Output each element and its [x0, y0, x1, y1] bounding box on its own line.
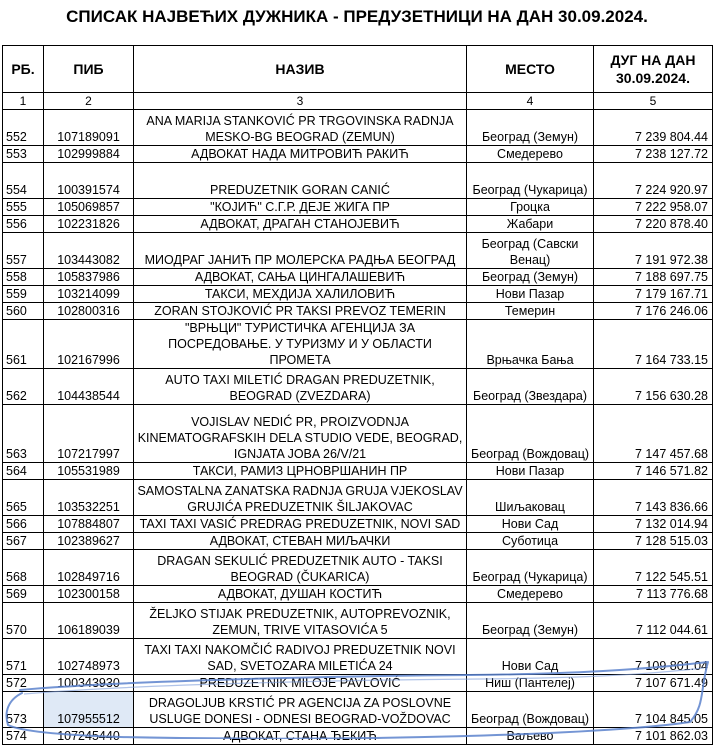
table-row	[3, 233, 713, 269]
table-row	[3, 269, 713, 286]
pib-cell: 105531989	[44, 463, 134, 480]
debt-cell: 7 112 044.61	[594, 603, 713, 639]
city-cell: Нови Сад	[467, 639, 594, 675]
city-cell: Ваљево	[467, 728, 594, 745]
city-cell: Београд (Чукарица)	[467, 163, 594, 199]
pib-cell: 107955512	[44, 692, 134, 728]
name-cell: "ВРЊЦИ" ТУРИСТИЧКА АГЕНЦИЈА ЗА ПОСРЕДОВАЊЕ. У ТУРИЗМУ И У ОБЛАСТИ ПРОМЕТА	[134, 320, 467, 369]
city-cell: Шиљаковац	[467, 480, 594, 516]
name-cell: VOJISLAV NEDIĆ PR, PROIZVODNJA KINEMATOGRAFSKIH DELA STUDIO VEDE, BEOGRAD, IGNJATA JOBA 26/V/21	[134, 405, 467, 463]
header-dug: ДУГ НА ДАН 30.09.2024.	[594, 46, 713, 93]
pib-cell: 102800316	[44, 303, 134, 320]
row-number: 565	[3, 480, 44, 516]
row-number: 552	[3, 110, 44, 146]
pib-cell: 107884807	[44, 516, 134, 533]
city-cell: Гроцка	[467, 199, 594, 216]
row-number: 555	[3, 199, 44, 216]
name-cell: МИОДРАГ ЈАНИЋ ПР МОЛЕРСКА РАДЊА БЕОГРАД	[134, 233, 467, 269]
name-cell: ZORAN STOJKOVIĆ PR TAKSI PREVOZ TEMERIN	[134, 303, 467, 320]
pib-cell: 102999884	[44, 146, 134, 163]
city-cell: Жабари	[467, 216, 594, 233]
debt-cell: 7 239 804.44	[594, 110, 713, 146]
row-number: 556	[3, 216, 44, 233]
city-cell: Београд (Звездара)	[467, 369, 594, 405]
row-number: 560	[3, 303, 44, 320]
row-number: 564	[3, 463, 44, 480]
name-cell: АДВОКАТ, ДУШАН КОСТИЋ	[134, 586, 467, 603]
debt-cell: 7 188 697.75	[594, 269, 713, 286]
debt-cell: 7 128 515.03	[594, 533, 713, 550]
table-row	[3, 675, 713, 692]
pib-cell: 102167996	[44, 320, 134, 369]
column-index-row	[3, 93, 713, 110]
table-row	[3, 286, 713, 303]
row-number: 570	[3, 603, 44, 639]
row-number: 559	[3, 286, 44, 303]
pib-cell: 102231826	[44, 216, 134, 233]
header-rb: РБ.	[3, 46, 44, 93]
debt-cell: 7 101 862.03	[594, 728, 713, 745]
city-cell: Нови Пазар	[467, 286, 594, 303]
name-cell: ŽELJKO STIJAK PREDUZETNIK, AUTOPREVOZNIK, ZEMUN, TRIVE VITASOVIĆA 5	[134, 603, 467, 639]
debt-cell: 7 238 127.72	[594, 146, 713, 163]
city-cell: Београд (Земун)	[467, 269, 594, 286]
pib-cell: 104438544	[44, 369, 134, 405]
table-row	[3, 463, 713, 480]
table-row	[3, 516, 713, 533]
table-row	[3, 216, 713, 233]
debt-cell: 7 224 920.97	[594, 163, 713, 199]
name-cell: АДВОКАТ НАДА МИТРОВИЋ РАКИЋ	[134, 146, 467, 163]
pib-cell: 107189091	[44, 110, 134, 146]
pib-cell: 102748973	[44, 639, 134, 675]
name-cell: DRAGOLJUB KRSTIĆ PR AGENCIJA ZA POSLOVNE USLUGE DONESI - ODNESI BEOGRAD-VOŽDOVAC	[134, 692, 467, 728]
row-number: 573	[3, 692, 44, 728]
name-cell: AUTO TAXI MILETIĆ DRAGAN PREDUZETNIK, BEOGRAD (ZVEZDARA)	[134, 369, 467, 405]
debt-cell: 7 113 776.68	[594, 586, 713, 603]
name-cell: PREDUZETNIK MILOJE PAVLOVIĆ	[134, 675, 467, 692]
debt-cell: 7 147 457.68	[594, 405, 713, 463]
debt-cell: 7 104 845.05	[594, 692, 713, 728]
pib-cell: 106189039	[44, 603, 134, 639]
pib-cell: 102300158	[44, 586, 134, 603]
city-cell: Смедерево	[467, 586, 594, 603]
table-row	[3, 639, 713, 675]
name-cell: ТАКСИ, РАМИЗ ЦРНОВРШАНИН ПР	[134, 463, 467, 480]
city-cell: Нови Сад	[467, 516, 594, 533]
pib-cell: 103532251	[44, 480, 134, 516]
debtors-table	[2, 45, 713, 745]
debt-cell: 7 176 246.06	[594, 303, 713, 320]
city-cell: Нови Пазар	[467, 463, 594, 480]
row-number: 567	[3, 533, 44, 550]
name-cell: SAMOSTALNA ZANATSKA RADNJA GRUJA VJEKOSLAV GRUJIĆA PREDUZETNIK ŠILJAKOVAC	[134, 480, 467, 516]
row-number: 553	[3, 146, 44, 163]
name-cell: "КОЈИЋ" С.Г.Р. ДЕЈЕ ЖИГА ПР	[134, 199, 467, 216]
table-row	[3, 586, 713, 603]
pib-cell: 105069857	[44, 199, 134, 216]
header-pib: ПИБ	[44, 46, 134, 93]
row-number: 554	[3, 163, 44, 199]
debt-cell: 7 122 545.51	[594, 550, 713, 586]
debt-cell: 7 132 014.94	[594, 516, 713, 533]
header-naziv: НАЗИВ	[134, 46, 467, 93]
debt-cell: 7 191 972.38	[594, 233, 713, 269]
row-number: 557	[3, 233, 44, 269]
pib-cell: 102849716	[44, 550, 134, 586]
city-cell: Врњачка Бања	[467, 320, 594, 369]
row-number: 569	[3, 586, 44, 603]
pib-cell: 107245440	[44, 728, 134, 745]
table-row	[3, 303, 713, 320]
city-cell: Београд (Вождовац)	[467, 692, 594, 728]
city-cell: Темерин	[467, 303, 594, 320]
pib-cell: 100343930	[44, 675, 134, 692]
pib-cell: 107217997	[44, 405, 134, 463]
debt-cell: 7 220 878.40	[594, 216, 713, 233]
row-number: 566	[3, 516, 44, 533]
pib-cell: 102389627	[44, 533, 134, 550]
row-number: 574	[3, 728, 44, 745]
pib-cell: 103443082	[44, 233, 134, 269]
name-cell: DRAGAN SEKULIĆ PREDUZETNIK AUTO - TAKSI BEOGRAD (ČUKARICA)	[134, 550, 467, 586]
table-row	[3, 692, 713, 728]
city-cell: Београд (Чукарица)	[467, 550, 594, 586]
city-cell: Београд (Савски Венац)	[467, 233, 594, 269]
name-cell: ТАКСИ, МЕХДИЈА ХАЛИЛОВИЋ	[134, 286, 467, 303]
debt-cell: 7 164 733.15	[594, 320, 713, 369]
city-cell: Суботица	[467, 533, 594, 550]
name-cell: АДВОКАТ, САЊА ЦИНГАЛАШЕВИЋ	[134, 269, 467, 286]
pib-cell: 103214099	[44, 286, 134, 303]
city-cell: Ниш (Пантелеј)	[467, 675, 594, 692]
table-row	[3, 533, 713, 550]
row-number: 568	[3, 550, 44, 586]
row-number: 562	[3, 369, 44, 405]
name-cell: ANA MARIJA STANKOVIĆ PR TRGOVINSKA RADNJA MESKO-BG BEOGRAD (ZEMUN)	[134, 110, 467, 146]
table-row	[3, 110, 713, 146]
table-row	[3, 728, 713, 745]
table-row	[3, 480, 713, 516]
row-number: 572	[3, 675, 44, 692]
column-index: 3	[134, 93, 467, 110]
row-number: 558	[3, 269, 44, 286]
column-index: 1	[3, 93, 44, 110]
debt-cell: 7 146 571.82	[594, 463, 713, 480]
debt-cell: 7 143 836.66	[594, 480, 713, 516]
table-row	[3, 199, 713, 216]
table-row	[3, 163, 713, 199]
name-cell: TAXI TAXI NAKOMČIĆ RADIVOJ PREDUZETNIK NOVI SAD, SVETOZARA MILETIĆA 24	[134, 639, 467, 675]
row-number: 561	[3, 320, 44, 369]
debt-cell: 7 109 801.04	[594, 639, 713, 675]
table-row	[3, 369, 713, 405]
column-index: 5	[594, 93, 713, 110]
table-row	[3, 405, 713, 463]
city-cell: Београд (Вождовац)	[467, 405, 594, 463]
row-number: 571	[3, 639, 44, 675]
debt-cell: 7 156 630.28	[594, 369, 713, 405]
debt-cell: 7 179 167.71	[594, 286, 713, 303]
row-number: 563	[3, 405, 44, 463]
city-cell: Београд (Земун)	[467, 110, 594, 146]
header-mesto: МЕСТО	[467, 46, 594, 93]
city-cell: Београд (Земун)	[467, 603, 594, 639]
column-index: 4	[467, 93, 594, 110]
name-cell: PREDUZETNIK GORAN CANIĆ	[134, 163, 467, 199]
table-row	[3, 146, 713, 163]
column-index: 2	[44, 93, 134, 110]
name-cell: АДВОКАТ, ДРАГАН СТАНОЈЕВИЋ	[134, 216, 467, 233]
name-cell: TAXI TAXI VASIĆ PREDRAG PREDUZETNIK, NOVI SAD	[134, 516, 467, 533]
document-title: СПИСАК НАЈВЕЋИХ ДУЖНИКА - ПРЕДУЗЕТНИЦИ НА ДАН 30.09.2024.	[66, 7, 648, 26]
debt-cell: 7 107 671.49	[594, 675, 713, 692]
pib-cell: 105837986	[44, 269, 134, 286]
table-row	[3, 550, 713, 586]
table-row	[3, 320, 713, 369]
pib-cell: 100391574	[44, 163, 134, 199]
table-row	[3, 603, 713, 639]
name-cell: АДВОКАТ, СТАНА ЂЕКИЋ	[134, 728, 467, 745]
name-cell: АДВОКАТ, СТЕВАН МИЉАЧКИ	[134, 533, 467, 550]
header-row	[3, 46, 713, 93]
city-cell: Смедерево	[467, 146, 594, 163]
debt-cell: 7 222 958.07	[594, 199, 713, 216]
